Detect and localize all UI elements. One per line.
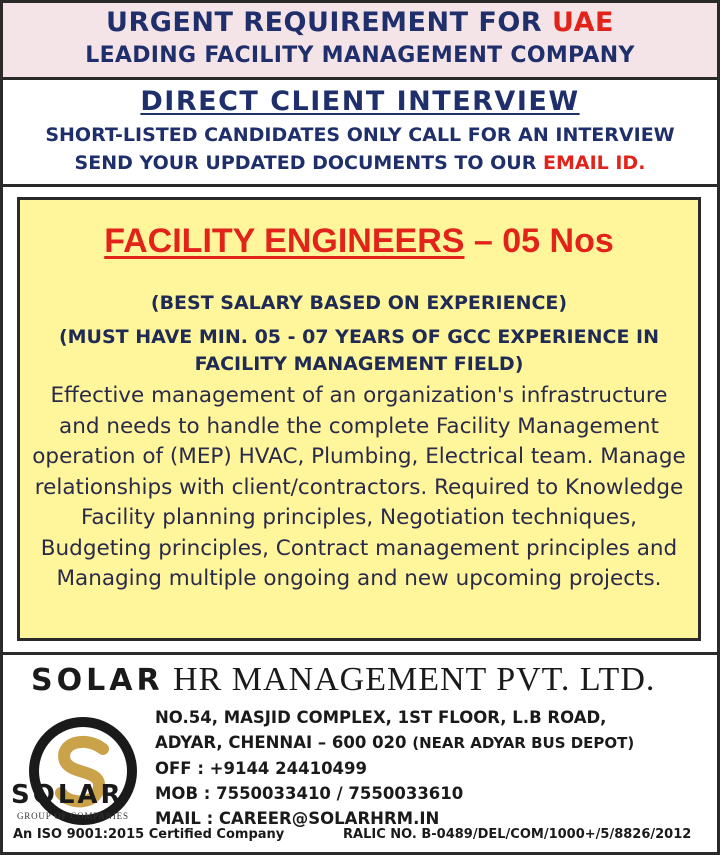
country-highlight: UAE [552,7,614,38]
iso-certification: An ISO 9001:2015 Certified Company [13,827,285,842]
address-line-2 [155,730,634,756]
urgent-heading-text: URGENT REQUIREMENT FOR [106,7,552,38]
job-count: – 05 Nos [473,222,614,260]
mobile-phone: MOB : 7550033410 / 7550033610 [155,784,464,803]
email-id-highlight: EMAIL ID. [542,152,646,174]
header-banner [3,3,717,80]
interview-title: DIRECT CLIENT INTERVIEW [140,86,580,117]
ralic-number: RALIC NO. B-0489/DEL/COM/1000+/5/8826/2012 [343,827,692,842]
shortlist-note: SHORT-LISTED CANDIDATES ONLY CALL FOR AN INTERVIEW [45,124,675,146]
salary-note: (BEST SALARY BASED ON EXPERIENCE) [150,292,568,314]
job-description: Effective management of an organization's infrastructure and needs to handle the complete Facility Management operation of (MEP) HVAC, Plumbing, Electrical team. Manage relationships with client/contractors. Required to Knowledge Facility planning principles, Negotiation techniques, Budgeting principles, Contract management principles and Managing multiple ongoing and new upcoming projects. [32,383,686,591]
interview-section [3,80,717,187]
address-city: ADYAR, CHENNAI – 600 020 [155,733,407,752]
urgent-heading [3,7,717,38]
company-type-heading: LEADING FACILITY MANAGEMENT COMPANY [85,43,635,68]
company-brand [31,661,655,699]
job-card [17,197,701,641]
documents-note-text: SEND YOUR UPDATED DOCUMENTS TO OUR [74,152,543,174]
logo-wordmark: SOLAR [11,780,124,810]
contact-details [155,705,634,831]
logo-tagline: GROUP OF COMPANIES [17,811,129,821]
office-phone: OFF : +9144 24410499 [155,759,367,778]
documents-note [3,152,717,174]
company-name: HR MANAGEMENT PVT. LTD. [173,661,656,698]
address-landmark: (NEAR ADYAR BUS DEPOT) [412,734,635,752]
company-footer [3,655,717,852]
contact-email: MAIL : CAREER@SOLARHRM.IN [155,809,440,828]
job-title [20,222,698,261]
job-section [3,187,717,655]
address-line-1: NO.54, MASJID COMPLEX, 1ST FLOOR, L.B ROAD, [155,708,607,727]
brand-solar: SOLAR [31,663,164,698]
job-role: FACILITY ENGINEERS [104,222,465,260]
experience-requirement: (MUST HAVE MIN. 05 - 07 YEARS OF GCC EXPERIENCE IN FACILITY MANAGEMENT FIELD) [58,326,660,375]
